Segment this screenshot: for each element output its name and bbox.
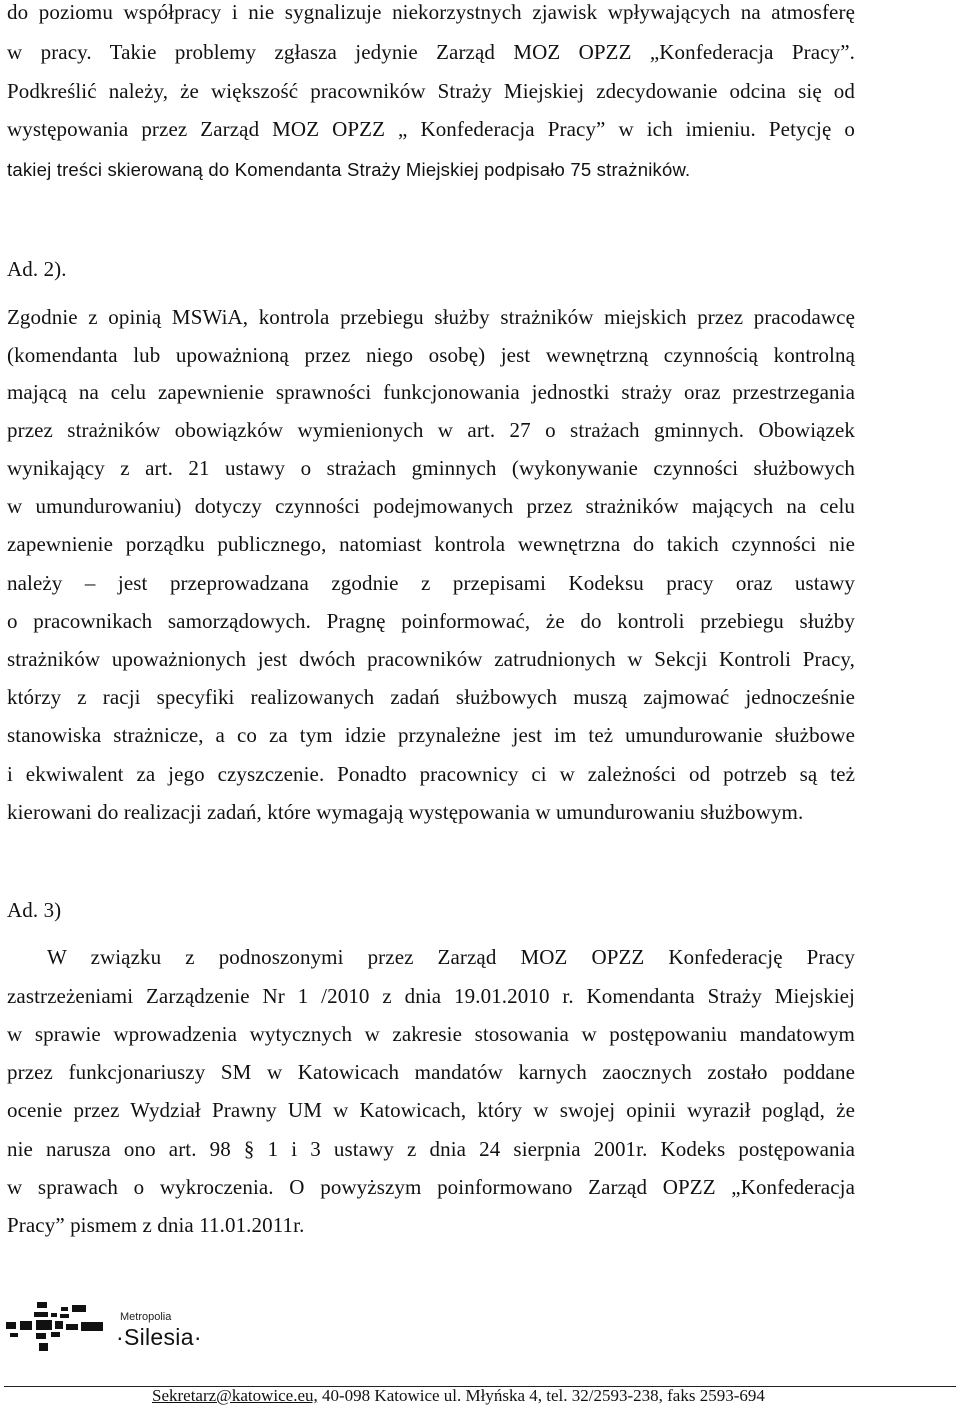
text-line: należy – jest przeprowadzana zgodnie z przepisami Kodeksu pracy oraz ustawy (7, 571, 855, 595)
text-line: do poziomu współpracy i nie sygnalizuje niekorzystnych zjawisk wpływających na atmosferę (7, 0, 855, 24)
footer-contact (152, 1386, 765, 1406)
text-line: kierowani do realizacji zadań, które wymagają występowania w umundurowaniu służbowym. (7, 800, 804, 824)
text-line: nie narusza ono art. 98 § 1 i 3 ustawy z dnia 24 sierpnia 2001r. Kodeks postępowania (7, 1137, 855, 1161)
footer-address: 40-098 Katowice ul. Młyńska 4, tel. 32/2593-238, faks 2593-694 (317, 1386, 765, 1405)
section-heading: Ad. 3) (7, 898, 62, 922)
text-line: w sprawie wprowadzenia wytycznych w zakresie stosowania w postępowaniu mandatowym (7, 1022, 855, 1046)
text-line: przez funkcjonariuszy SM w Katowicach mandatów karnych zaocznych zostało poddane (7, 1060, 855, 1084)
text-line: przez strażników obowiązków wymienionych w art. 27 o strażach gminnych. Obowiązek (7, 418, 855, 442)
text-line: takiej treści skierowaną do Komendanta Straży Miejskiej podpisało 75 strażników. (7, 159, 691, 180)
text-line: (komendanta lub upoważnioną przez niego osobę) jest wewnętrzną czynnością kontrolną (7, 343, 855, 367)
text-line: stanowiska strażnicze, a co za tym idzie przynależne jest im też umundurowanie służbowe (7, 723, 855, 747)
text-line: którzy z racji specyfiki realizowanych zadań służbowych muszą zajmować jednocześnie (7, 685, 855, 709)
text-line: mającą na celu zapewnienie sprawności funkcjonowania jednostki straży oraz przestrzegania (7, 380, 855, 404)
logo-small-text: Metropolia (120, 1311, 172, 1323)
footer-email-link[interactable]: Sekretarz@katowice.eu, (152, 1386, 318, 1405)
text-line: w sprawach o wykroczenia. O powyższym poinformowano Zarząd OPZZ „Konfederacja (7, 1175, 855, 1199)
logo-big-text: ·Silesia· (116, 1324, 202, 1350)
section-heading: Ad. 2). (7, 257, 67, 281)
text-line: zastrzeżeniami Zarządzenie Nr 1 /2010 z dnia 19.01.2010 r. Komendanta Straży Miejskiej (7, 984, 855, 1008)
text-line: i ekwiwalent za jego czyszczenie. Ponadto pracownicy ci w zależności od potrzeb są też (7, 762, 855, 786)
text-line: ocenie przez Wydział Prawny UM w Katowicach, który w swojej opinii wyraził pogląd, że (7, 1098, 855, 1122)
text-line: strażników upoważnionych jest dwóch pracowników zatrudnionych w Sekcji Kontroli Pracy, (7, 647, 855, 671)
text-line: wynikający z art. 21 ustawy o strażach gminnych (wykonywanie czynności służbowych (7, 456, 855, 480)
text-line: Zgodnie z opinią MSWiA, kontrola przebiegu służby strażników miejskich przez pracodawcę (7, 305, 855, 329)
text-line: występowania przez Zarząd MOZ OPZZ „ Konfederacja Pracy” w ich imieniu. Petycję o (7, 117, 855, 141)
metropolia-silesia-logo-icon (6, 1300, 114, 1360)
text-line: w umundurowaniu) dotyczy czynności podejmowanych przez strażników mających na celu (7, 494, 855, 518)
text-line: Pracy” pismem z dnia 11.01.2011r. (7, 1213, 305, 1237)
text-line: W związku z podnoszonymi przez Zarząd MOZ OPZZ Konfederację Pracy (47, 945, 855, 969)
text-line: Podkreślić należy, że większość pracowników Straży Miejskiej zdecydowanie odcina się od (7, 79, 855, 103)
text-line: zapewnienie porządku publicznego, natomiast kontrola wewnętrzna do takich czynności nie (7, 532, 855, 556)
metropolia-silesia-logo (6, 1300, 226, 1362)
text-line: w pracy. Takie problemy zgłasza jedynie Zarząd MOZ OPZZ „Konfederacja Pracy”. (7, 40, 855, 64)
text-line: o pracownikach samorządowych. Pragnę poinformować, że do kontroli przebiegu służby (7, 609, 855, 633)
